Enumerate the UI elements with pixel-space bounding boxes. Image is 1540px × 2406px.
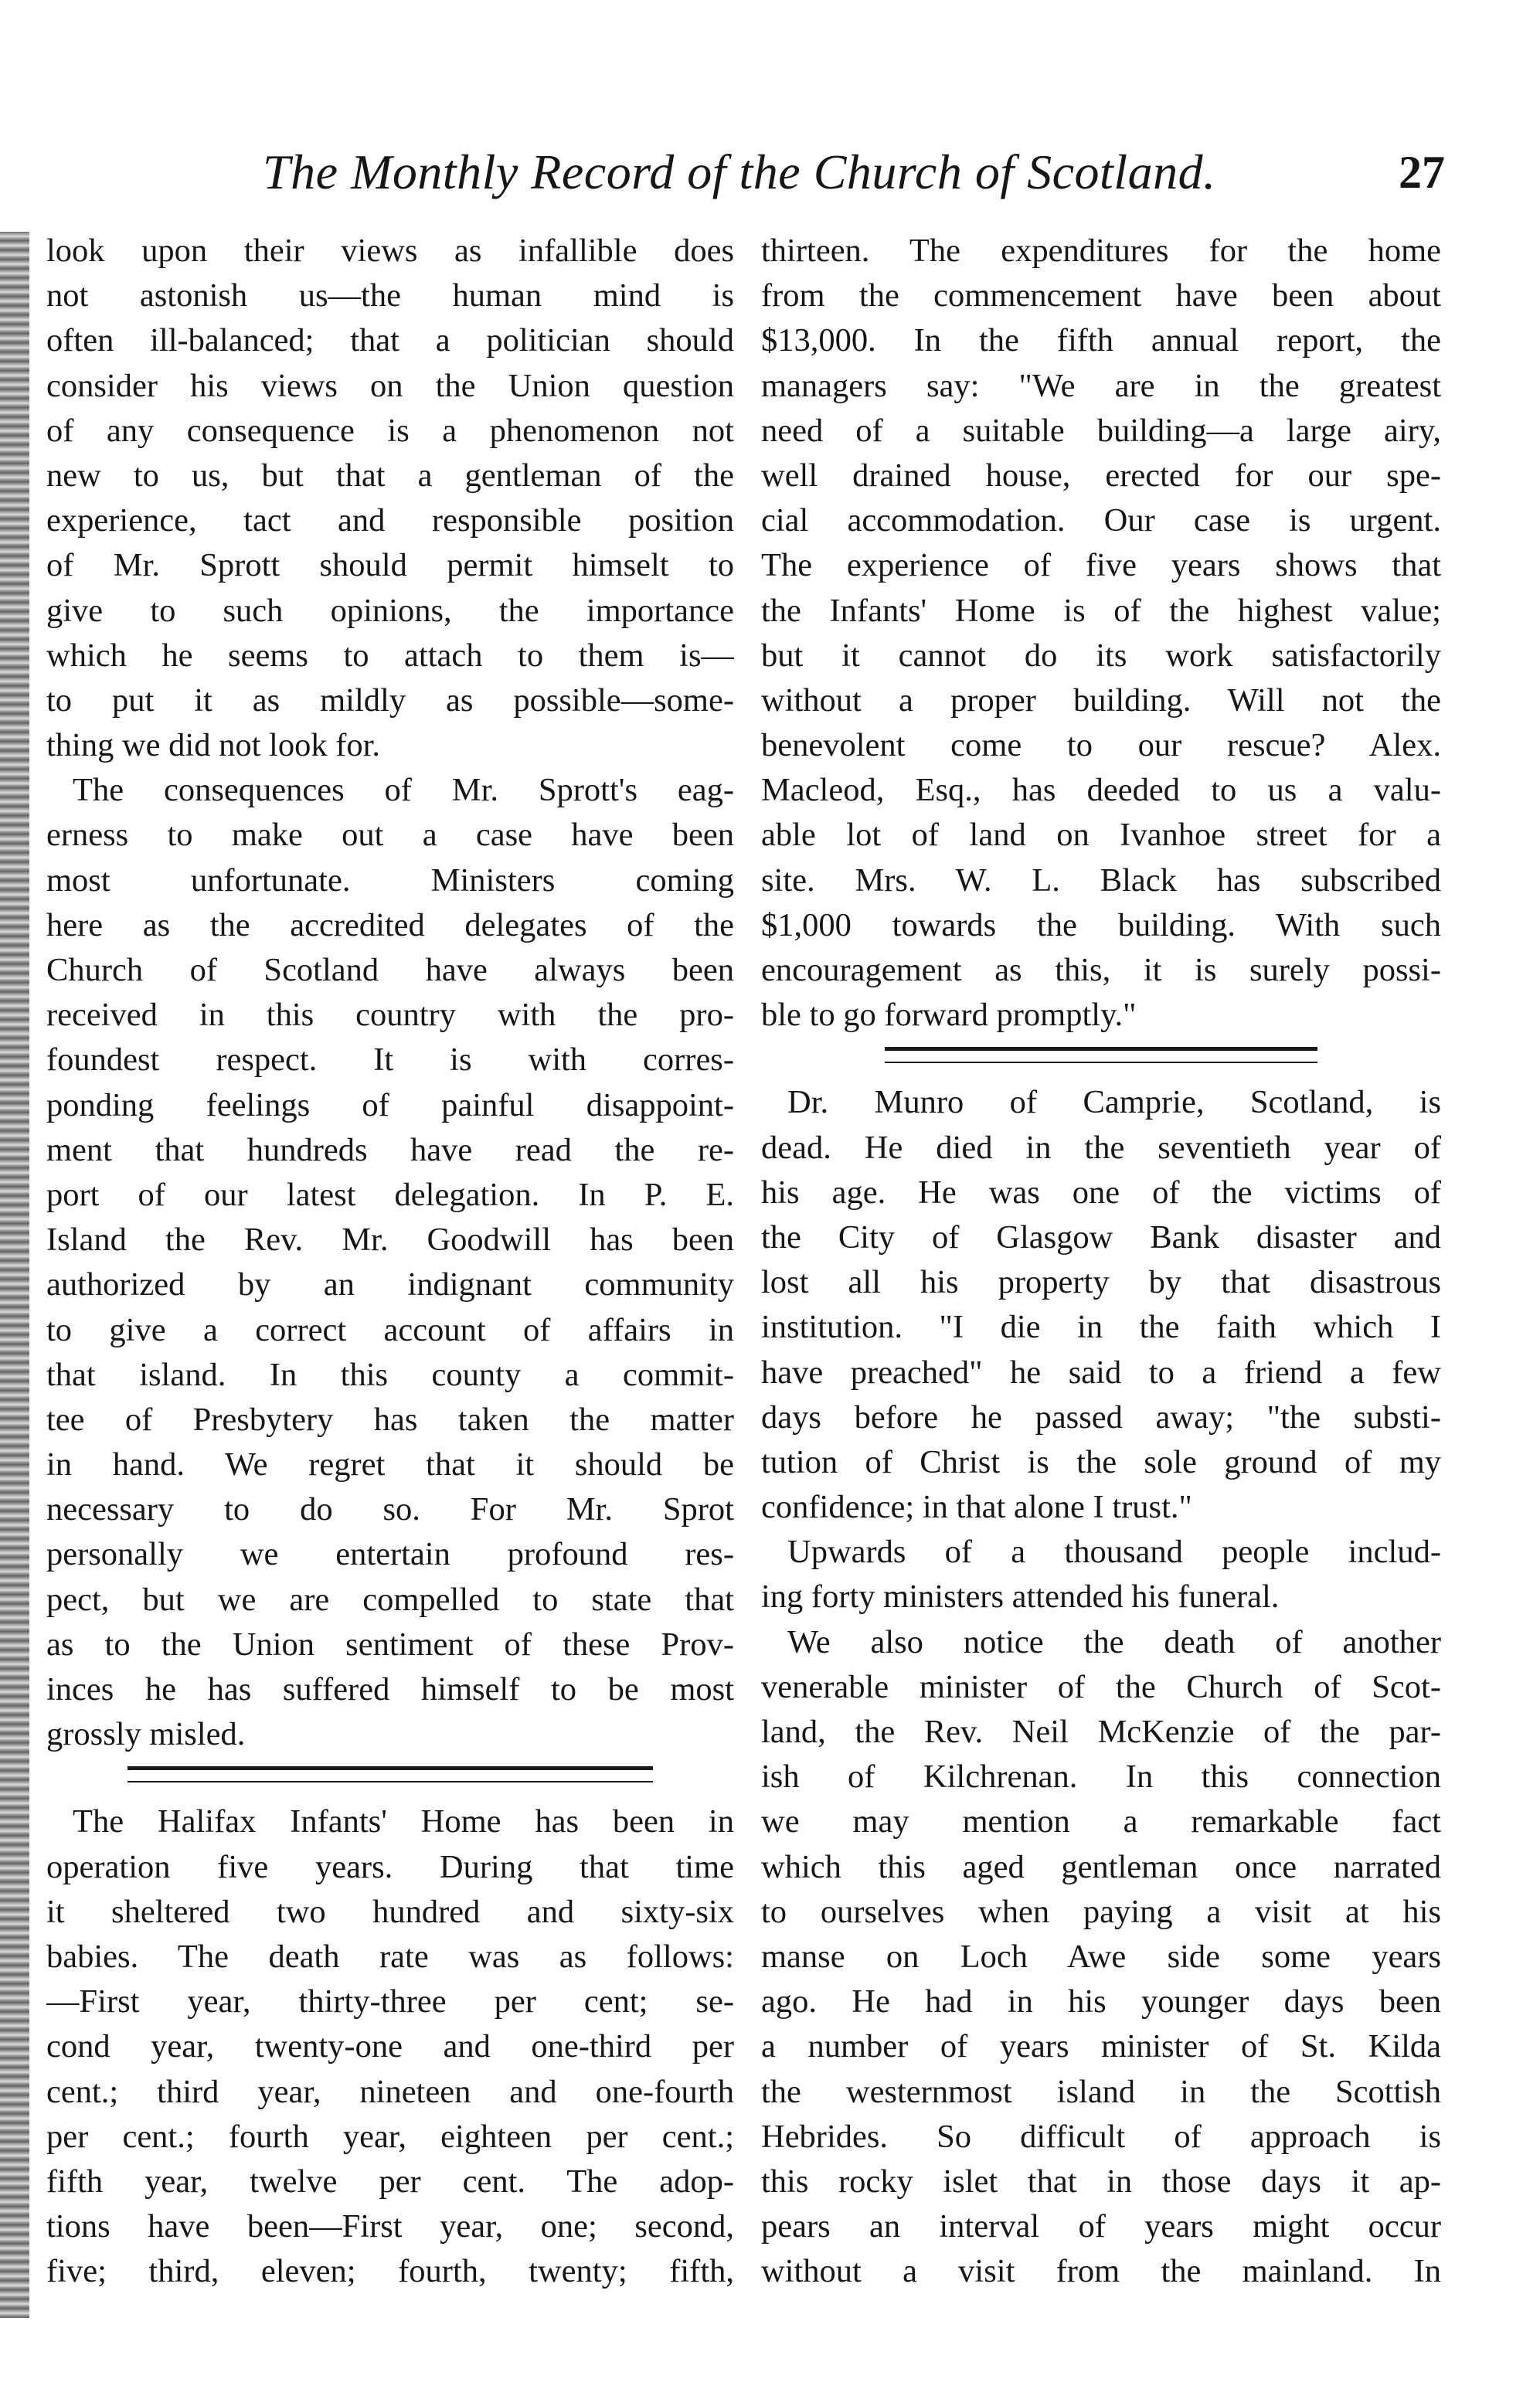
text-line: cond year, twenty-one and one-third per [46, 2028, 734, 2065]
text-line: $1,000 towards the building. With such [761, 906, 1441, 943]
text-line: cent.; third year, nineteen and one-fourth [46, 2073, 734, 2110]
text-line: not astonish us—the human mind is [46, 277, 734, 314]
text-line: ing forty ministers attended his funeral. [761, 1579, 1280, 1616]
text-line: need of a suitable building—a large airy, [761, 412, 1441, 449]
text-line: ment that hundreds have read the re- [46, 1131, 734, 1168]
text-line: tution of Christ is the sole ground of my [761, 1443, 1441, 1480]
text-line: most unfortunate. Ministers coming [46, 861, 734, 899]
text-line: erness to make out a case have been [46, 817, 734, 854]
section-rule [127, 1766, 653, 1782]
text-line: of Mr. Sprott should permit himselt to [46, 547, 734, 584]
text-line: we may mention a remarkable fact [761, 1803, 1441, 1840]
text-line: new to us, but that a gentleman of the [46, 457, 734, 494]
paragraph [46, 1799, 734, 2294]
text-line: a number of years minister of St. Kilda [761, 2028, 1441, 2065]
text-line: received in this country with the pro- [46, 997, 734, 1034]
text-line: manse on Loch Awe side some years [761, 1938, 1441, 1975]
text-line: this rocky islet that in those days it ap- [761, 2163, 1441, 2200]
binding-edge [0, 232, 29, 2318]
paragraph [761, 229, 1441, 1038]
text-line: his age. He was one of the victims of [761, 1174, 1441, 1211]
text-line: days before he passed away; "the substi- [761, 1398, 1441, 1436]
text-line: thirteen. The expenditures for the home [761, 233, 1441, 269]
text-line: ponding feelings of painful disappoint- [46, 1086, 734, 1123]
text-line: to ourselves when paying a visit at his [761, 1893, 1441, 1930]
text-line: five; third, eleven; fourth, twenty; fifth, [46, 2253, 734, 2290]
text-line: encouragement as this, it is surely possi- [761, 952, 1441, 988]
text-line: ago. He had in his younger days been [761, 1983, 1441, 2020]
paragraph [46, 229, 734, 768]
text-line: The Halifax Infants' Home has been in [73, 1803, 734, 1840]
text-line: babies. The death rate was as follows: [46, 1938, 734, 1975]
text-line: Dr. Munro of Camprie, Scotland, is [787, 1084, 1441, 1121]
text-line: per cent.; fourth year, eighteen per cent.; [46, 2118, 734, 2155]
text-line: managers say: "We are in the greatest [761, 367, 1441, 404]
text-line: Church of Scotland have always been [46, 952, 734, 988]
text-line: to put it as mildly as possible—some- [46, 681, 734, 719]
paragraph [761, 1080, 1441, 1530]
text-line: grossly misled. [46, 1716, 246, 1753]
text-line: give to such opinions, the importance [46, 592, 734, 629]
text-line: look upon their views as infallible does [46, 233, 734, 269]
text-line: authorized by an indignant community [46, 1266, 734, 1303]
text-line: that island. In this county a commit- [46, 1356, 734, 1393]
page-number: 27 [1399, 147, 1445, 198]
text-line: as to the Union sentiment of these Prov- [46, 1626, 734, 1663]
text-line: The experience of five years shows that [761, 547, 1441, 584]
text-line: operation five years. During that time [46, 1848, 734, 1885]
paragraph [46, 768, 734, 1757]
text-line: $13,000. In the fifth annual report, the [761, 322, 1441, 359]
text-line: able lot of land on Ivanhoe street for a [761, 817, 1441, 854]
paragraph [761, 1620, 1441, 2295]
text-line: site. Mrs. W. L. Black has subscribed [761, 861, 1441, 899]
text-line: Island the Rev. Mr. Goodwill has been [46, 1222, 734, 1259]
text-line: Hebrides. So difficult of approach is [761, 2118, 1441, 2155]
text-line: inces he has suffered himself to be most [46, 1671, 734, 1708]
text-line: well drained house, erected for our spe- [761, 457, 1441, 494]
text-line: pect, but we are compelled to state that [46, 1581, 734, 1618]
text-line: —First year, thirty-three per cent; se- [46, 1983, 734, 2020]
text-line: experience, tact and responsible position [46, 502, 734, 539]
right-column [761, 229, 1441, 2294]
text-line: land, the Rev. Neil McKenzie of the par- [761, 1714, 1441, 1750]
text-line: Upwards of a thousand people includ- [787, 1534, 1441, 1571]
text-line: The consequences of Mr. Sprott's eag- [73, 772, 734, 809]
text-line: often ill-balanced; that a politician should [46, 322, 734, 359]
text-line: port of our latest delegation. In P. E. [46, 1176, 734, 1213]
paragraph [761, 1530, 1441, 1619]
text-line: have preached" he said to a friend a few [761, 1354, 1441, 1391]
text-line: here as the accredited delegates of the [46, 906, 734, 943]
text-line: from the commencement have been about [761, 277, 1441, 314]
text-line: dead. He died in the seventieth year of [761, 1129, 1441, 1166]
text-line: foundest respect. It is with corres- [46, 1042, 734, 1079]
text-line: but it cannot do its work satisfactorily [761, 637, 1441, 674]
text-line: lost all his property by that disastrous [761, 1264, 1441, 1301]
text-line: tee of Presbytery has taken the matter [46, 1401, 734, 1438]
section-rule [885, 1047, 1317, 1063]
text-line: ble to go forward promptly." [761, 997, 1137, 1034]
text-line: pears an interval of years might occur [761, 2208, 1441, 2245]
text-line: institution. "I die in the faith which I [761, 1309, 1441, 1346]
text-line: thing we did not look for. [46, 727, 381, 764]
text-line: of any consequence is a phenomenon not [46, 412, 734, 449]
text-line: benevolent come to our rescue? Alex. [761, 727, 1441, 764]
text-line: which this aged gentleman once narrated [761, 1848, 1441, 1885]
text-line: the City of Glasgow Bank disaster and [761, 1218, 1441, 1256]
text-line: the Infants' Home is of the highest value; [761, 592, 1441, 629]
left-column [46, 229, 734, 2294]
text-line: tions have been—First year, one; second, [46, 2208, 734, 2245]
text-line: it sheltered two hundred and sixty-six [46, 1893, 734, 1930]
text-line: to give a correct account of affairs in [46, 1311, 734, 1348]
text-line: the westernmost island in the Scottish [761, 2073, 1441, 2110]
text-line: necessary to do so. For Mr. Sprot [46, 1491, 734, 1528]
journal-title: The Monthly Record of the Church of Scotland. [263, 144, 1216, 199]
text-line: venerable minister of the Church of Scot- [761, 1668, 1441, 1705]
text-line: without a visit from the mainland. In [761, 2253, 1441, 2290]
text-line: personally we entertain profound res- [46, 1536, 734, 1573]
text-line: which he seems to attach to them is— [46, 637, 734, 674]
text-line: fifth year, twelve per cent. The adop- [46, 2163, 734, 2200]
text-line: confidence; in that alone I trust." [761, 1489, 1192, 1526]
running-header [263, 138, 1445, 207]
text-line: We also notice the death of another [787, 1623, 1441, 1660]
text-line: ish of Kilchrenan. In this connection [761, 1759, 1441, 1796]
text-line: consider his views on the Union question [46, 367, 734, 404]
text-line: without a proper building. Will not the [761, 681, 1441, 719]
text-line: in hand. We regret that it should be [46, 1446, 734, 1483]
text-line: Macleod, Esq., has deeded to us a valu- [761, 772, 1441, 809]
text-line: cial accommodation. Our case is urgent. [761, 502, 1441, 539]
